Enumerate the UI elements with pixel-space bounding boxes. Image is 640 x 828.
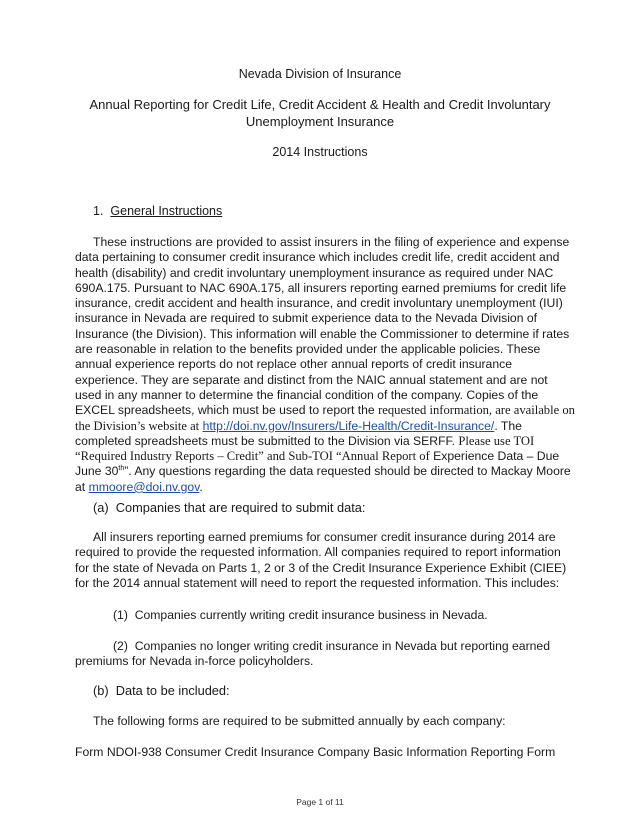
- forms-intro-paragraph: The following forms are required to be submitted annually by each company:: [93, 714, 506, 728]
- paragraph-1-contact-text: ”. Any questions regarding the data requested should be directed to Mackay Moore at: [75, 464, 571, 494]
- instructions-year: 2014 Instructions: [272, 145, 368, 159]
- list-item-1: [113, 608, 488, 622]
- paragraph-1-text: These instructions are provided to assist insurers in the filing of experience and expense data pertaining to consumer credit insurance which includes credit life, credit accident and health (disability) and credit involuntary unemployment insurance as required under NAC 690A.175. Pursuant to NAC 690A.175, all insurers reporting earned premiums for credit life insurance, credit accident and health insurance, and credit involuntary unemployment (IUI) insurance in Nevada are required to submit experience data to the Nevada Division of Insurance (the Division). This information will enable the Commissioner to determine if rates are reasonable in relation to the benefits provided under the applicable policies. These annual experience reports do not replace other annual reports of credit insurance experience. They are separate and distinct from the NAIC annual statement and are not used in any manner to determine the financial condition of the company. Copies of the EXCEL spreadsheets, which must be used to report the: [75, 235, 570, 418]
- section-1-number: 1.: [93, 204, 104, 218]
- form-ndoi-938-line: Form NDOI-938 Consumer Credit Insurance Company Basic Information Reporting Form: [75, 745, 556, 759]
- general-instructions-paragraph: [75, 235, 575, 495]
- paragraph-1-due-text: Experience Data – Due June 30: [75, 449, 560, 479]
- required-companies-paragraph: [75, 530, 575, 591]
- list-item-1-text: Companies currently writing credit insurance business in Nevada.: [134, 608, 488, 622]
- subsection-a-title: Companies that are required to submit data:: [115, 500, 366, 515]
- document-title: [0, 96, 640, 130]
- organization-heading: Nevada Division of Insurance: [238, 67, 402, 81]
- subsection-b-heading: [93, 683, 230, 698]
- division-website-link[interactable]: http://doi.nv.gov/Insurers/Life-Health/Credit-Insurance/: [202, 418, 495, 433]
- section-1-heading: [93, 204, 222, 218]
- page-number-footer: Page 1 of 11: [296, 797, 344, 807]
- paragraph-1-submission-text: . The completed spreadsheets must be submitted to the Division via SERFF.: [75, 418, 522, 448]
- subsection-b-label: (b): [93, 683, 109, 698]
- list-item-2: [75, 639, 575, 670]
- subsection-a-heading: [93, 500, 365, 515]
- title-line-2: Unemployment Insurance: [245, 114, 395, 129]
- paragraph-1-toi-text: Please use TOI “Required Industry Reports – Credit” and Sub-TOI “Annual Report of: [75, 433, 535, 464]
- list-item-2-label: (2): [113, 639, 128, 653]
- paragraph-2-text: All insurers reporting earned premiums for consumer credit insurance during 2014 are required to provide the requested information. All companies required to report information for the state of Nevada on Parts 1, 2 or 3 of the Credit Insurance Experience Exhibit (CIEE) for the 2014 annual statement will need to report the requested information. This includes:: [75, 530, 567, 590]
- subsection-b-title: Data to be included:: [115, 683, 230, 698]
- section-1-title: General Instructions: [110, 204, 223, 218]
- contact-email-link[interactable]: mmoore@doi.nv.gov: [88, 479, 200, 494]
- paragraph-1-end: .: [199, 479, 203, 494]
- list-item-1-label: (1): [113, 608, 128, 622]
- subsection-a-label: (a): [93, 500, 109, 515]
- title-line-1: Annual Reporting for Credit Life, Credit Accident & Health and Credit Involuntary: [89, 97, 551, 112]
- list-item-2-text: Companies no longer writing credit insurance in Nevada but reporting earned premiums for Nevada in-force policyholders.: [75, 639, 550, 669]
- ordinal-suffix: th: [118, 465, 125, 473]
- paragraph-1-serif-text: requested information, are available on the Division’s website at: [75, 403, 575, 433]
